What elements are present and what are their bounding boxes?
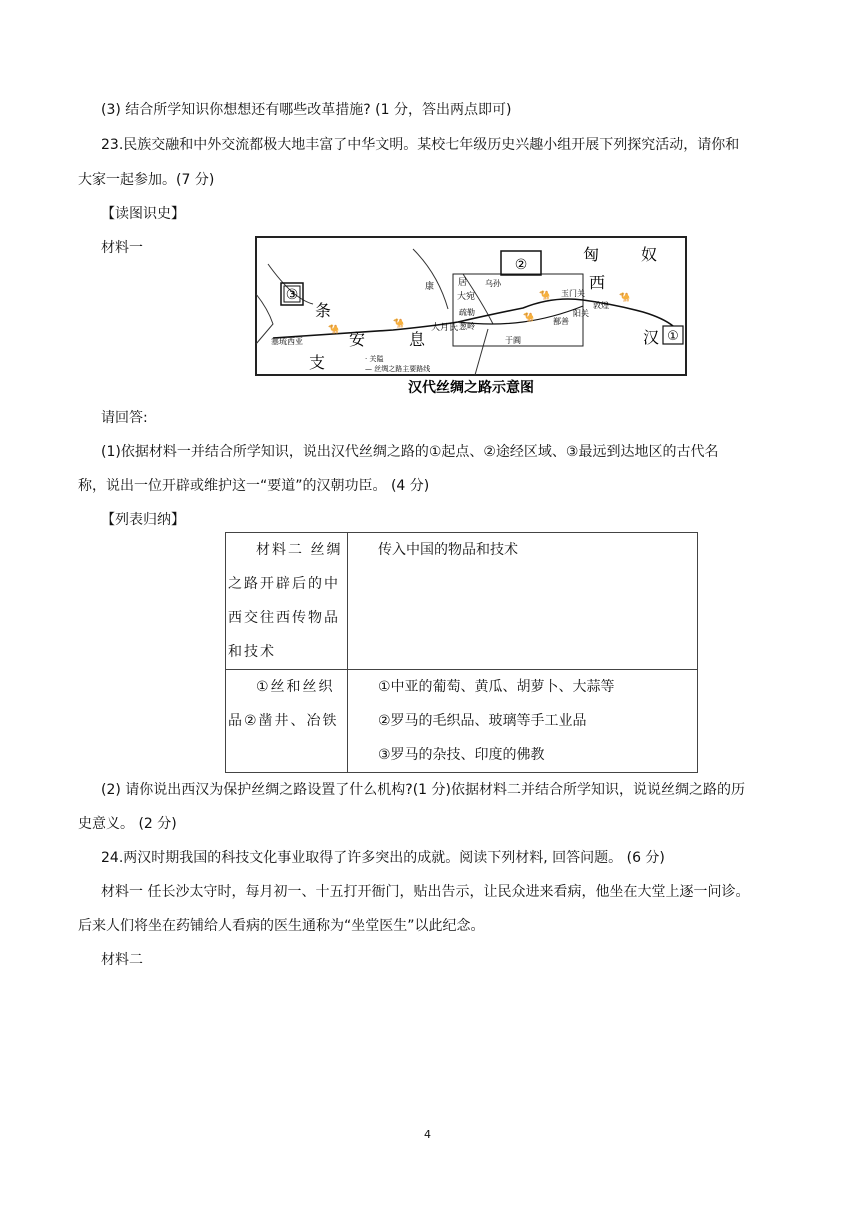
q24-material-2-label: 材料二	[101, 952, 143, 968]
map-label-dawan: 大宛	[457, 292, 476, 302]
table-header-right: 传入中国的物品和技术	[348, 533, 698, 670]
question-23-2-line1: (2) 请你说出西汉为保护丝绸之路设置了什么机构?(1 分)依据材料二并结合所学知识，说说丝绸之路的历	[101, 782, 745, 798]
map-label-dunhuang: 敦煌	[593, 301, 609, 310]
map-caption: 汉代丝绸之路示意图	[408, 380, 534, 396]
section-read-map: 【读图识史】	[101, 206, 185, 222]
map-label-xi2: 息	[409, 330, 426, 349]
svg-text:🐪: 🐪	[523, 313, 535, 323]
table-header-left: 材料二 丝绸之路开辟后的中西交往西传物品和技术	[226, 533, 348, 670]
section-table-summary: 【列表归纳】	[101, 512, 185, 528]
svg-text:🐪: 🐪	[539, 291, 551, 301]
material-1-label: 材料一	[101, 240, 143, 256]
map-label-congling: 葱岭	[459, 322, 475, 331]
question-23-1-line1: (1)依据材料一并结合所学知识，说出汉代丝绸之路的①起点、②途经区域、③最远到达地区的古代名	[101, 444, 719, 460]
table-east-item-2: ②罗马的毛织品、玻璃等手工业品	[378, 713, 587, 729]
map-legend-route: — 丝绸之路主要路线	[365, 365, 431, 373]
svg-text:🐪: 🐪	[328, 325, 340, 335]
question-23-line1: 23.民族交融和中外交流都极大地丰富了中华文明。某校七年级历史兴趣小组开展下列探究活动，请你和	[101, 137, 740, 153]
map-label-yutian: 于阗	[505, 336, 521, 345]
silk-road-map	[253, 234, 693, 396]
q24-material-1-line1: 材料一 任长沙太守时，每月初一、十五打开衙门，贴出告示，让民众进来看病，他坐在大堂上逐一问诊。	[101, 884, 750, 900]
table-header-row	[226, 533, 698, 670]
map-legend-pass: · 关隘	[365, 355, 384, 363]
material-2-table	[225, 532, 698, 773]
q24-material-1-line2: 后来人们将坐在药铺给人看病的医生通称为“坐堂医生”以此纪念。	[78, 918, 485, 934]
map-label-yangguan: 阳关	[573, 309, 589, 318]
map-marker-2: ②	[514, 257, 528, 273]
table-row	[226, 670, 698, 773]
svg-text:🐪: 🐪	[393, 319, 405, 329]
question-23-1-line2: 称，说出一位开辟或维护这一“要道”的汉朝功臣。 (4 分)	[78, 478, 430, 494]
map-label-shanshan: 鄯善	[553, 317, 569, 326]
svg-text:🐪: 🐪	[619, 293, 631, 303]
map-marker-3: ③	[285, 287, 299, 303]
map-label-tiao: 条	[315, 301, 332, 320]
map-label-yumenguan: 玉门关	[561, 289, 585, 298]
map-label-zhi: 支	[309, 353, 326, 372]
map-label-saiqi: 塞琉西亚	[271, 337, 303, 346]
table-east-item-3: ③罗马的杂技、印度的佛教	[378, 747, 545, 763]
table-cell-east	[348, 670, 698, 773]
map-label-xi: 西	[589, 273, 606, 292]
table-east-item-1: ①中亚的葡萄、黄瓜、胡萝卜、大蒜等	[378, 679, 615, 695]
map-label-kang: 康	[425, 282, 435, 292]
map-label-an: 安	[349, 330, 366, 349]
question-23-line2: 大家一起参加。(7 分)	[78, 172, 215, 188]
table-cell-west: ①丝和丝织品②凿井、冶铁	[226, 670, 348, 773]
map-marker-1: ①	[667, 329, 679, 344]
page-number: 4	[424, 1128, 431, 1141]
map-label-han: 汉	[643, 328, 660, 347]
please-answer-label: 请回答:	[101, 410, 148, 426]
question-24-line1: 24.两汉时期我国的科技文化事业取得了许多突出的成就。阅读下列材料, 回答问题。 (6 分)	[101, 850, 665, 866]
map-label-ju: 居	[458, 278, 468, 288]
map-label-xiong: 匈	[583, 245, 600, 264]
map-label-dayuezhi: 大月氏	[431, 323, 459, 333]
question-22-3: (3) 结合所学知识你想想还有哪些改革措施? (1 分，答出两点即可)	[101, 102, 512, 118]
map-label-nu: 奴	[641, 245, 658, 264]
map-label-shule: 疏勒	[459, 308, 475, 317]
question-23-2-line2: 史意义。 (2 分)	[78, 816, 177, 832]
map-label-wusun: 乌孙	[485, 279, 501, 288]
